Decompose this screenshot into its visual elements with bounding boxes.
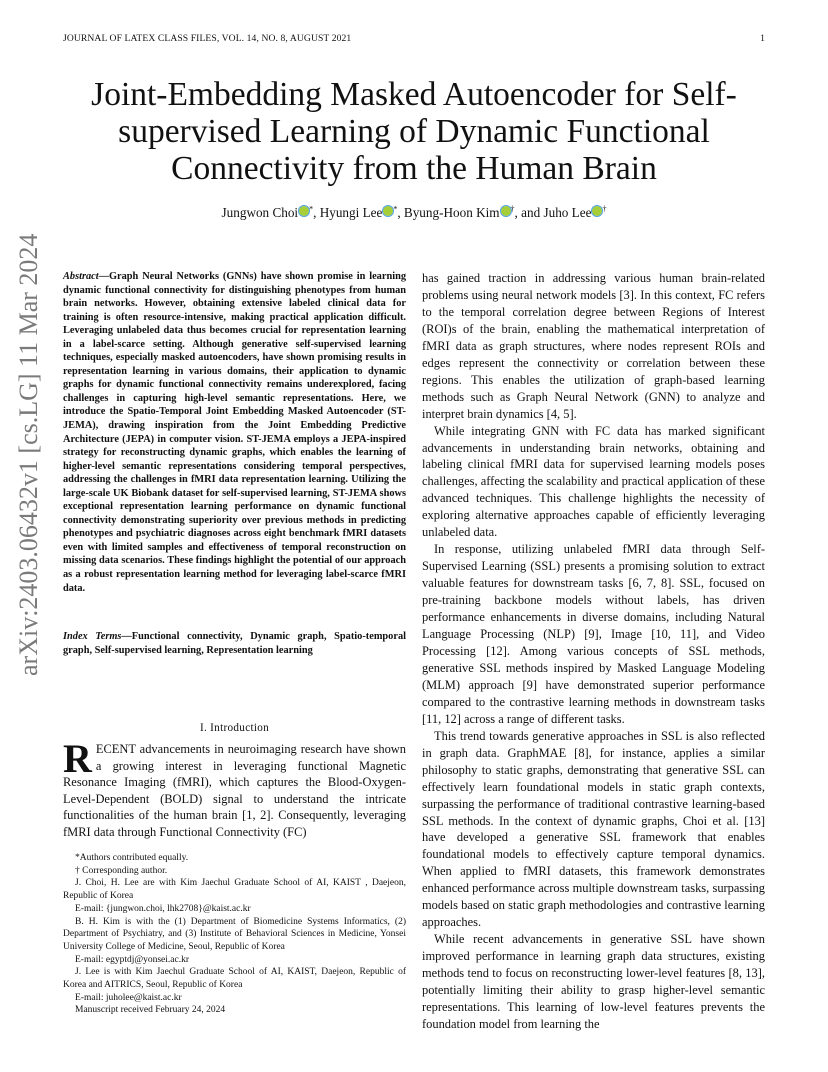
page-number: 1 [760, 33, 765, 44]
footnote: † Corresponding author. [75, 865, 168, 876]
author-1 [222, 205, 320, 220]
orcid-icon[interactable] [592, 206, 602, 216]
body-paragraph: In response, utilizing unlabeled fMRI data through Self-Supervised Learning (SSL) presents a promising solution to extract valuable features for downstream tasks [6, 7, 8]. SSL, focused on pre-training backbone models without labels, has driven performance enhancements in diverse domains, including Natural Language Processing (NLP) [9], Image [10, 11], and Video Processing [12]. Among various concepts of SSL methods, generative SSL methods inspired by Masked Language Modeling (MLM) approach [9] have demonstrated superior performance compared to the contrastive learning methods in downstream tasks [11, 12] across a range of different tasks. [422, 542, 765, 726]
author-mark: * [393, 205, 398, 214]
footnote: E-mail: juholee@kaist.ac.kr [75, 992, 182, 1003]
footnote: E-mail: {jungwon.choi, lhk2708}@kaist.ac.kr [75, 903, 251, 914]
body-paragraph: While recent advancements in generative SSL have shown improved performance in learning graph data structures, existing methods tend to focus on reconstructing lower-level features [8, 13], potentially limiting their ability to grasp higher-level semantic representations. This learning of low-level features prevents the foundation model from learning the [422, 932, 765, 1031]
orcid-icon[interactable] [501, 206, 511, 216]
body-paragraph: has gained traction in addressing various human brain-related problems using neural network models [3]. In this context, FC refers to the temporal correlation degree between Regions of Interest (ROI)s of the brain, enabling the mathematical interpretation of fMRI data as graph structures, where nodes represent ROIs and edges represent the connectivity or correlation between these regions. This enables the utilization of graph-based learning methods such as Graph Neural Network (GNN) to analyze and interpret brain dynamics [4, 5]. [422, 271, 765, 421]
author-name: Hyungi Lee [319, 205, 383, 221]
abstract [63, 270, 406, 595]
author-separator: , [313, 205, 320, 221]
footnote: J. Choi, H. Lee are with Kim Jaechul Graduate School of AI, KAIST , Daejeon, Republic of Korea [63, 878, 406, 902]
author-separator: , [397, 205, 404, 221]
abstract-label: Abstract [63, 271, 99, 282]
author-mark: * [309, 205, 314, 214]
author-mark: † [510, 205, 515, 214]
intro-paragraph [63, 736, 406, 840]
footnote: J. Lee is with Kim Jaechul Graduate School of AI, KAIST, Daejeon, Republic of Korea and AITRICS, Seoul, Republic of Korea [63, 967, 406, 991]
footnote: E-mail: egyptdj@yonsei.ac.kr [75, 954, 190, 965]
body-paragraph: While integrating GNN with FC data has marked significant advancements in understanding brain networks, obtaining and labeling clinical fMRI data for supervised learning models poses challenges, affecting the scalability and practical application of these advanced techniques. This challenge highlights the necessity of exploring alternative approaches capable of efficiently leveraging unlabeled data. [422, 423, 765, 540]
author-name: Byung-Hoon Kim [403, 205, 500, 221]
section-heading: I. Introduction [199, 722, 270, 734]
footnote: B. H. Kim is with the (1) Department of Biomedicine Systems Informatics, (2) Department of Psychiatry, and (3) Institute of Behavioral Sciences in Medicine, Yonsei University College of Medicine, Seoul, Republic of Korea [63, 916, 406, 952]
author-name: Jungwon Choi [221, 205, 299, 221]
intro-text: ECENT advancements in neuroimaging research have shown a growing interest in leveraging functional Magnetic Resonance Imaging (fMRI), which captures the Blood-Oxygen-Level-Dependent (BOLD) signal to understand the intricate functionalities of the human brain [1, 2]. Consequently, leveraging fMRI data through Functional Connectivity (FC) [63, 742, 406, 839]
arxiv-identifier[interactable]: arXiv:2403.06432v1 [cs.LG] 11 Mar 2024 [14, 233, 43, 676]
author-3 [404, 205, 544, 220]
index-terms-text: —Functional connectivity, Dynamic graph, Spatio-temporal graph, Self-supervised learning, Representation learning [63, 631, 406, 656]
index-terms [63, 630, 406, 657]
footnote: *Authors contributed equally. [75, 853, 189, 863]
orcid-icon[interactable] [299, 206, 309, 216]
author-name: Juho Lee [543, 205, 592, 221]
footnotes [63, 852, 406, 1017]
author-2 [320, 205, 404, 220]
right-column [422, 270, 765, 1033]
journal-name: JOURNAL OF LATEX CLASS FILES, VOL. 14, NO. 8, AUGUST 2021 [63, 33, 352, 44]
orcid-icon[interactable] [383, 206, 393, 216]
author-mark: † [602, 205, 607, 214]
paper-title: Joint-Embedding Masked Autoencoder for Self-supervised Learning of Dynamic Functional Connectivity from the Human Brain [91, 76, 737, 187]
body-paragraph: This trend towards generative approaches in SSL is also reflected in graph data. GraphMAE [8], for instance, applies a similar philosophy to static graphs, demonstrating that generative SSL can effectively learn foundational models in static graph contexts, surpassing the performance of traditional contrastive learning-based SSL methods. In the context of dynamic graphs, Choi et al. [13] have developed a generative SSL framework that enables foundational models to effectively capture temporal dynamics. When applied to fMRI datasets, this framework demonstrates enhanced performance across multiple downstream tasks, surpassing models based on static graph methodologies and contrastive learning approaches. [422, 728, 765, 930]
running-header [63, 33, 765, 44]
author-4 [543, 205, 606, 220]
footnote: Manuscript received February 24, 2024 [75, 1005, 226, 1016]
drop-cap: R [63, 736, 92, 781]
index-terms-label: Index Terms [63, 631, 122, 642]
author-separator: , and [514, 205, 544, 221]
abstract-text: —Graph Neural Networks (GNNs) have shown promise in learning dynamic functional connectivity for distinguishing phenotypes from human brain networks. However, obtaining extensive labeled clinical data for training is often resource-intensive, making practical application difficult. Leveraging unlabeled data thus becomes crucial for representation learning in a label-scarce setting. Although generative self-supervised learning techniques, especially masked autoencoders, have shown promising results in representation learning in various domains, their application to dynamic graphs for dynamic functional connectivity remains underexplored, facing challenges in capturing high-level semantic representations. Here, we introduce the Spatio-Temporal Joint Embedding Masked Autoencoder (ST-JEMA), drawing inspiration from the Joint Embedding Predictive Architecture (JEPA) in computer vision. ST-JEMA employs a JEPA-inspired strategy for reconstructing dynamic graphs, which enables the learning of higher-level semantic representations considering temporal perspectives, addressing the challenges in fMRI data representation learning. Utilizing the large-scale UK Biobank dataset for self-supervised learning, ST-JEMA shows exceptional representation learning performance on dynamic functional connectivity demonstrating superiority over previous methods in predicting phenotypes and psychiatric diagnoses across eight benchmark fMRI datasets even with limited samples and effectiveness of temporal reconstruction on missing data scenarios. These findings highlight the potential of our approach as a robust representation learning method for leveraging label-scarce fMRI data. [63, 271, 406, 594]
author-list [63, 205, 765, 221]
